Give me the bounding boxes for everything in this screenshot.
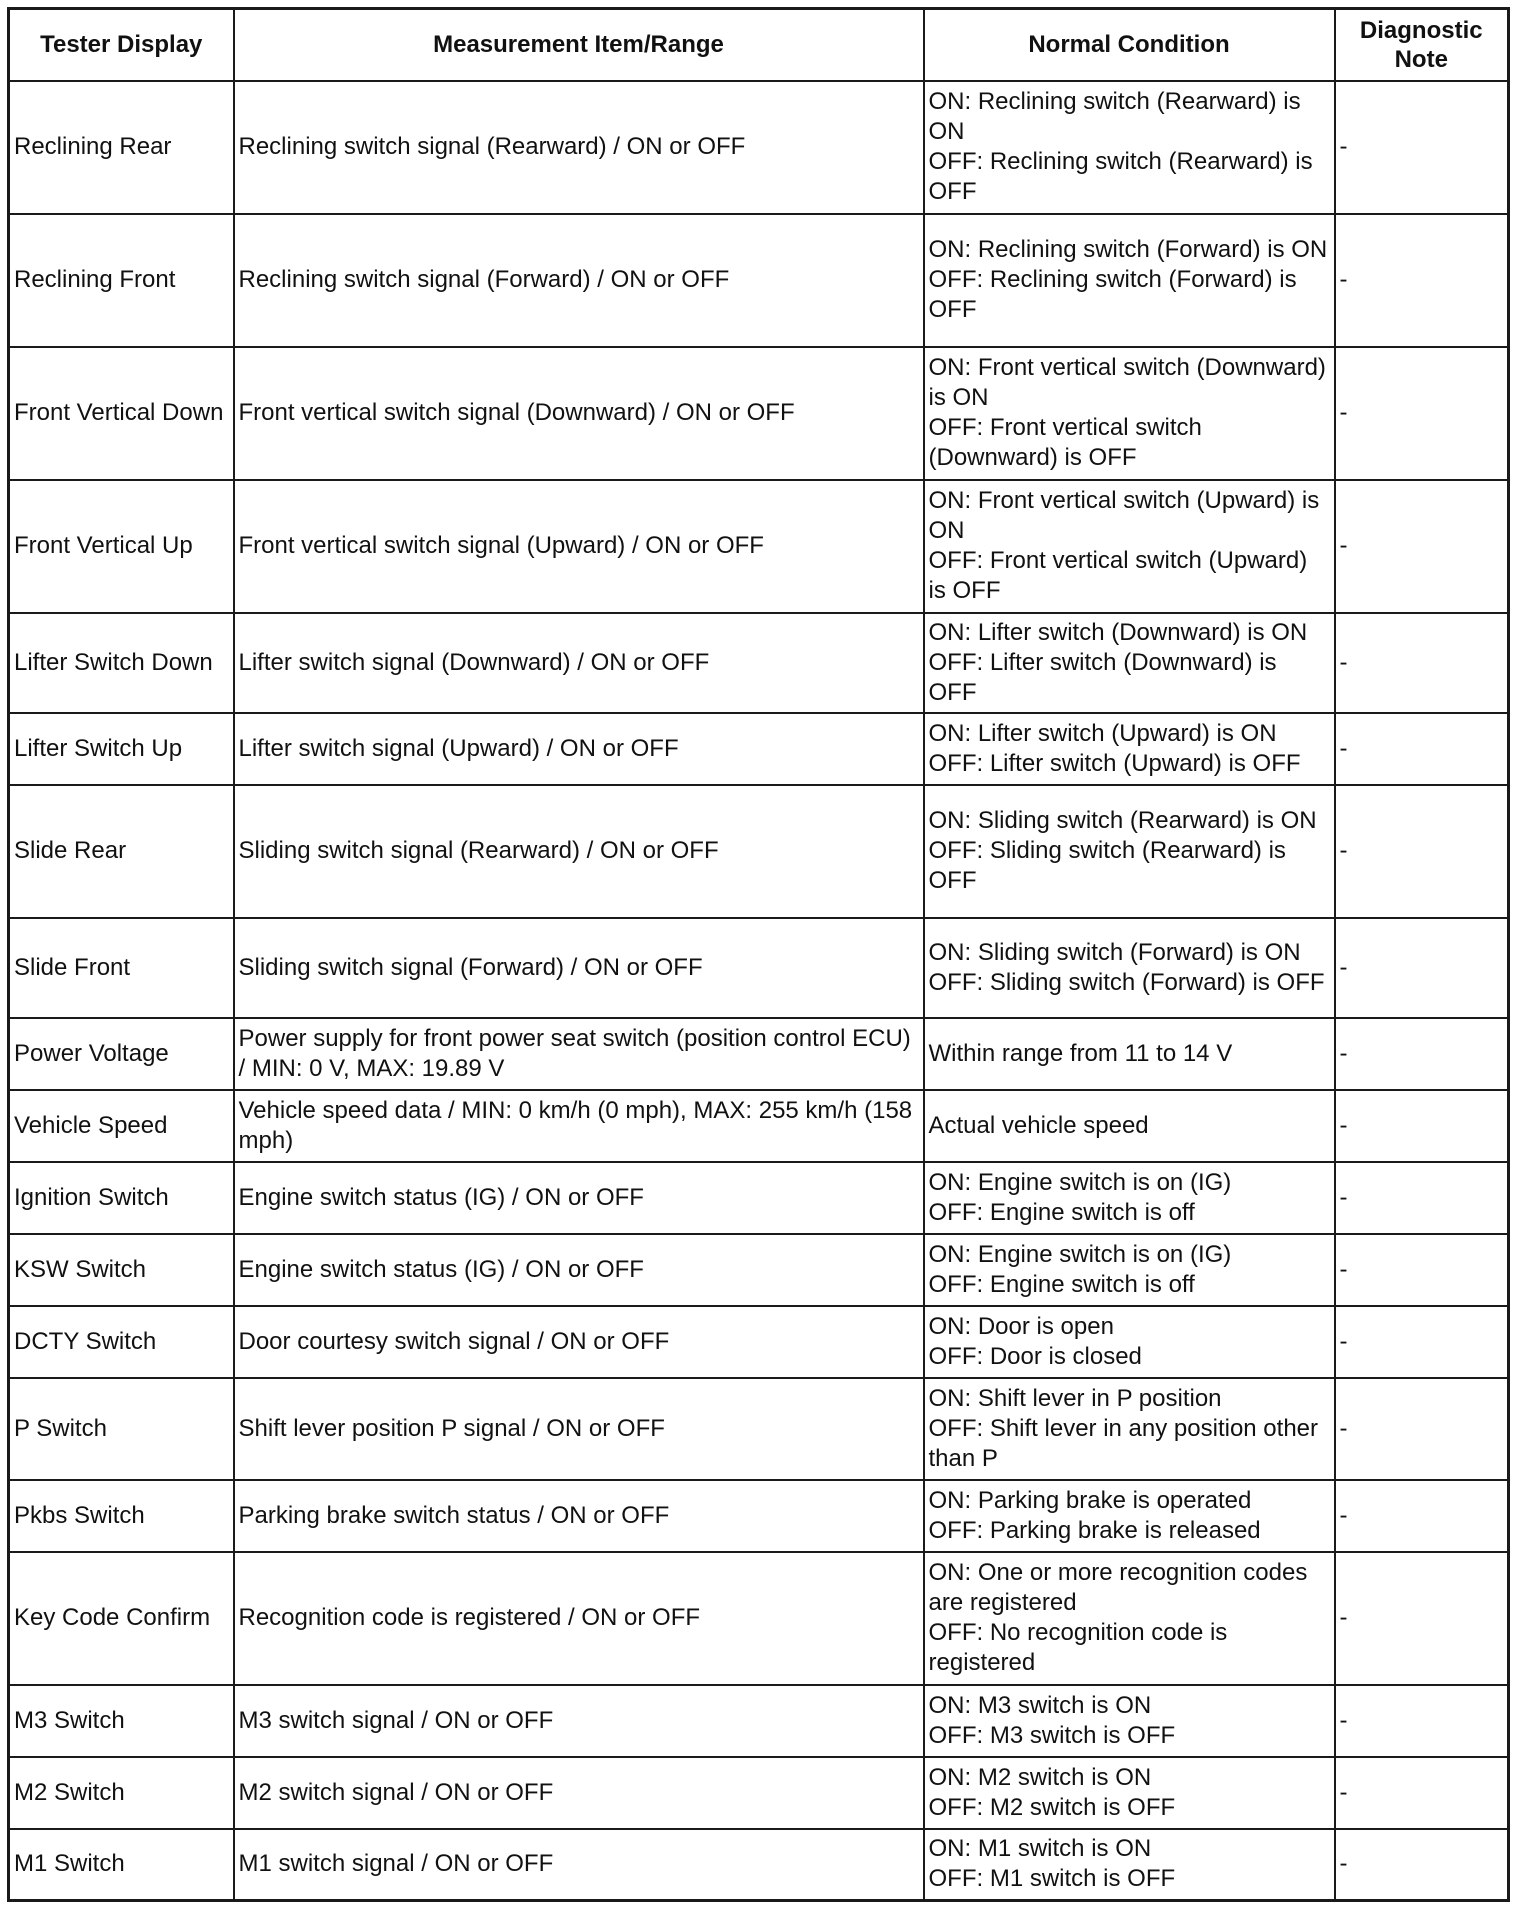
table-row: [9, 1306, 1509, 1378]
condition-off-text: OFF: Reclining switch (Forward) is OFF: [928, 266, 1297, 323]
condition-on-text: ON: Shift lever in P position: [928, 1384, 1222, 1412]
condition-off-text: OFF: M1 switch is OFF: [928, 1865, 1176, 1893]
cell-diagnostic-note: -: [1335, 1090, 1509, 1162]
cell-measurement: Power supply for front power seat switch (position control ECU) / MIN: 0 V, MAX: 19.89 V: [234, 1018, 924, 1090]
cell-diagnostic-note: -: [1335, 1829, 1509, 1901]
cell-tester-display: Slide Rear: [9, 785, 234, 918]
cell-tester-display: Reclining Front: [9, 214, 234, 347]
cell-tester-display: Vehicle Speed: [9, 1090, 234, 1162]
cell-measurement: Vehicle speed data / MIN: 0 km/h (0 mph), MAX: 255 km/h (158 mph): [234, 1090, 924, 1162]
cell-tester-display: M3 Switch: [9, 1685, 234, 1757]
cell-measurement: Reclining switch signal (Rearward) / ON or OFF: [234, 81, 924, 214]
condition-off-text: OFF: Engine switch is off: [928, 1270, 1195, 1298]
table-row: [9, 918, 1509, 1018]
cell-tester-display: M1 Switch: [9, 1829, 234, 1901]
cell-normal-condition: [924, 918, 1335, 1018]
cell-measurement: Engine switch status (IG) / ON or OFF: [234, 1162, 924, 1234]
cell-measurement: Door courtesy switch signal / ON or OFF: [234, 1306, 924, 1378]
cell-diagnostic-note: -: [1335, 1757, 1509, 1829]
cell-normal-condition: [924, 785, 1335, 918]
table-row: [9, 785, 1509, 918]
condition-off-text: OFF: Reclining switch (Rearward) is OFF: [928, 148, 1313, 205]
table-body: [9, 81, 1509, 1901]
cell-tester-display: Slide Front: [9, 918, 234, 1018]
table-row: [9, 480, 1509, 613]
condition-on-text: Within range from 11 to 14 V: [928, 1039, 1233, 1067]
header-diagnostic-note: Diagnostic Note: [1335, 9, 1509, 81]
condition-on-text: ON: Lifter switch (Downward) is ON: [928, 618, 1308, 646]
table-row: [9, 1090, 1509, 1162]
cell-diagnostic-note: -: [1335, 1378, 1509, 1480]
condition-off-text: OFF: M3 switch is OFF: [928, 1721, 1176, 1749]
condition-off-text: OFF: No recognition code is registered: [928, 1619, 1228, 1676]
condition-on-text: ON: Sliding switch (Rearward) is ON: [928, 807, 1317, 834]
condition-off-text: OFF: Lifter switch (Downward) is OFF: [928, 648, 1277, 706]
cell-normal-condition: [924, 1757, 1335, 1829]
table-row: [9, 613, 1509, 713]
cell-measurement: Sliding switch signal (Forward) / ON or OFF: [234, 918, 924, 1018]
table-row: [9, 214, 1509, 347]
cell-normal-condition: [924, 214, 1335, 347]
cell-diagnostic-note: -: [1335, 1162, 1509, 1234]
table-row: [9, 713, 1509, 785]
condition-on-text: ON: Door is open: [928, 1312, 1114, 1340]
cell-diagnostic-note: -: [1335, 480, 1509, 613]
table-row: [9, 1757, 1509, 1829]
table-row: [9, 1480, 1509, 1552]
cell-normal-condition: [924, 81, 1335, 214]
condition-off-text: OFF: Front vertical switch (Upward) is OFF: [928, 547, 1308, 604]
condition-on-text: ON: One or more recognition codes are registered: [928, 1559, 1308, 1616]
table-row: [9, 347, 1509, 480]
condition-off-text: OFF: Door is closed: [928, 1342, 1142, 1370]
cell-measurement: M1 switch signal / ON or OFF: [234, 1829, 924, 1901]
condition-on-text: ON: M3 switch is ON: [928, 1691, 1152, 1719]
table-row: [9, 1378, 1509, 1480]
cell-diagnostic-note: -: [1335, 713, 1509, 785]
condition-on-text: ON: Reclining switch (Forward) is ON: [928, 236, 1328, 263]
condition-on-text: ON: Engine switch is on (IG): [928, 1240, 1232, 1268]
cell-tester-display: KSW Switch: [9, 1234, 234, 1306]
condition-off-text: OFF: Lifter switch (Upward) is OFF: [928, 749, 1301, 777]
cell-normal-condition: [924, 1829, 1335, 1901]
table-row: [9, 1234, 1509, 1306]
header-tester-display: Tester Display: [9, 9, 234, 81]
cell-diagnostic-note: -: [1335, 347, 1509, 480]
condition-on-text: ON: Front vertical switch (Upward) is ON: [928, 487, 1320, 544]
cell-diagnostic-note: -: [1335, 1552, 1509, 1685]
condition-off-text: OFF: Parking brake is released: [928, 1516, 1261, 1544]
cell-tester-display: Key Code Confirm: [9, 1552, 234, 1685]
cell-normal-condition: [924, 1018, 1335, 1090]
table-row: [9, 1685, 1509, 1757]
condition-on-text: ON: Sliding switch (Forward) is ON: [928, 938, 1301, 966]
cell-normal-condition: [924, 1552, 1335, 1685]
cell-normal-condition: [924, 1378, 1335, 1480]
cell-measurement: Reclining switch signal (Forward) / ON or OFF: [234, 214, 924, 347]
cell-diagnostic-note: -: [1335, 785, 1509, 918]
table-row: [9, 1552, 1509, 1685]
cell-tester-display: Ignition Switch: [9, 1162, 234, 1234]
cell-measurement: Parking brake switch status / ON or OFF: [234, 1480, 924, 1552]
cell-measurement: M3 switch signal / ON or OFF: [234, 1685, 924, 1757]
cell-measurement: Recognition code is registered / ON or OFF: [234, 1552, 924, 1685]
header-row: [9, 9, 1509, 81]
condition-off-text: OFF: Sliding switch (Forward) is OFF: [928, 968, 1325, 996]
cell-measurement: Shift lever position P signal / ON or OFF: [234, 1378, 924, 1480]
cell-tester-display: Front Vertical Up: [9, 480, 234, 613]
cell-tester-display: Lifter Switch Up: [9, 713, 234, 785]
cell-diagnostic-note: -: [1335, 1018, 1509, 1090]
table-row: [9, 1162, 1509, 1234]
cell-diagnostic-note: -: [1335, 214, 1509, 347]
condition-off-text: OFF: M2 switch is OFF: [928, 1793, 1176, 1821]
cell-normal-condition: [924, 613, 1335, 713]
condition-off-text: OFF: Shift lever in any position other than P: [928, 1414, 1319, 1472]
cell-measurement: M2 switch signal / ON or OFF: [234, 1757, 924, 1829]
cell-measurement: Lifter switch signal (Upward) / ON or OFF: [234, 713, 924, 785]
data-list-table: [7, 7, 1510, 1902]
cell-measurement: Lifter switch signal (Downward) / ON or OFF: [234, 613, 924, 713]
condition-on-text: ON: Reclining switch (Rearward) is ON: [928, 88, 1301, 145]
cell-normal-condition: [924, 480, 1335, 613]
condition-off-text: OFF: Engine switch is off: [928, 1198, 1195, 1226]
cell-normal-condition: [924, 1162, 1335, 1234]
cell-diagnostic-note: -: [1335, 81, 1509, 214]
cell-tester-display: DCTY Switch: [9, 1306, 234, 1378]
cell-tester-display: Reclining Rear: [9, 81, 234, 214]
condition-on-text: ON: Front vertical switch (Downward) is ON: [928, 354, 1326, 411]
condition-on-text: ON: Engine switch is on (IG): [928, 1168, 1232, 1196]
cell-normal-condition: [924, 1234, 1335, 1306]
condition-on-text: ON: M1 switch is ON: [928, 1835, 1152, 1863]
table-row: [9, 1829, 1509, 1901]
condition-on-text: Actual vehicle speed: [928, 1111, 1149, 1139]
condition-on-text: ON: M2 switch is ON: [928, 1763, 1152, 1791]
table-row: [9, 1018, 1509, 1090]
header-normal-condition: Normal Condition: [924, 9, 1335, 81]
condition-on-text: ON: Parking brake is operated: [928, 1486, 1252, 1514]
cell-tester-display: Lifter Switch Down: [9, 613, 234, 713]
cell-diagnostic-note: -: [1335, 918, 1509, 1018]
condition-on-text: ON: Lifter switch (Upward) is ON: [928, 719, 1277, 747]
cell-diagnostic-note: -: [1335, 1234, 1509, 1306]
header-measurement: Measurement Item/Range: [234, 9, 924, 81]
cell-diagnostic-note: -: [1335, 1480, 1509, 1552]
table-row: [9, 81, 1509, 214]
cell-tester-display: Pkbs Switch: [9, 1480, 234, 1552]
cell-normal-condition: [924, 1480, 1335, 1552]
cell-normal-condition: [924, 1306, 1335, 1378]
data-list-table-container: [7, 7, 1507, 1902]
condition-off-text: OFF: Front vertical switch (Downward) is OFF: [928, 414, 1202, 471]
cell-diagnostic-note: -: [1335, 1685, 1509, 1757]
cell-measurement: Sliding switch signal (Rearward) / ON or OFF: [234, 785, 924, 918]
cell-measurement: Front vertical switch signal (Upward) / ON or OFF: [234, 480, 924, 613]
cell-diagnostic-note: -: [1335, 1306, 1509, 1378]
cell-tester-display: M2 Switch: [9, 1757, 234, 1829]
cell-normal-condition: [924, 347, 1335, 480]
cell-measurement: Front vertical switch signal (Downward) / ON or OFF: [234, 347, 924, 480]
cell-diagnostic-note: -: [1335, 613, 1509, 713]
cell-normal-condition: [924, 713, 1335, 785]
cell-tester-display: P Switch: [9, 1378, 234, 1480]
cell-normal-condition: [924, 1685, 1335, 1757]
cell-normal-condition: [924, 1090, 1335, 1162]
cell-measurement: Engine switch status (IG) / ON or OFF: [234, 1234, 924, 1306]
cell-tester-display: Front Vertical Down: [9, 347, 234, 480]
cell-tester-display: Power Voltage: [9, 1018, 234, 1090]
condition-off-text: OFF: Sliding switch (Rearward) is OFF: [928, 837, 1286, 894]
